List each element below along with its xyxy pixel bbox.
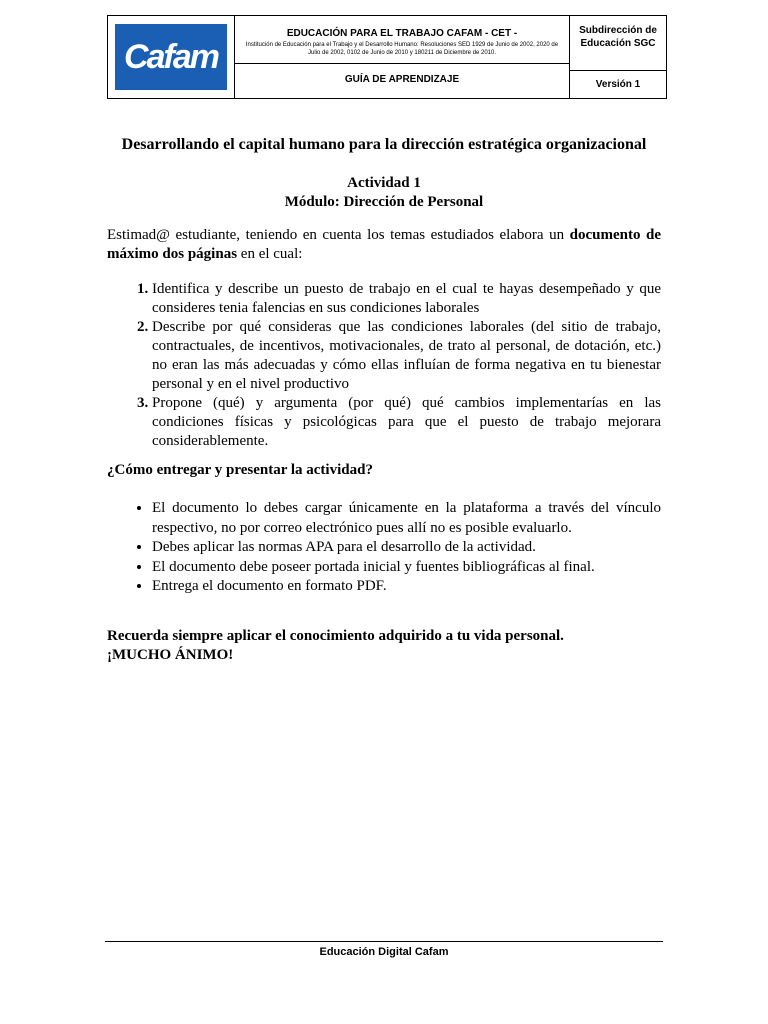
list-item: 3. Propone (qué) y argumenta (por qué) qué cambios implementarías en las condiciones físicas y psicológicas para que el puesto de trabajo mejorara considerablemente. <box>152 394 661 451</box>
institution-cell <box>235 16 570 98</box>
footer-divider <box>105 941 663 942</box>
institution-subtitle: Institución de Educación para el Trabajo y el Desarrollo Humano: Resoluciones SED 1929 de Junio de 2002, 2020 de Julio de 2002, 0102 de Junio de 2010 y 180211 de Diciembre de 2010. <box>245 42 559 56</box>
cafam-logo: Cafam <box>115 24 227 90</box>
list-item: • El documento lo debes cargar únicamente en la plataforma a través del vínculo respectivo, no por correo electrónico pues allí no es posible evaluarlo. <box>152 499 661 538</box>
institution-title: EDUCACIÓN PARA EL TRABAJO CAFAM - CET - <box>286 28 518 39</box>
intro-bold: documento de máximo dos páginas <box>107 227 661 262</box>
guide-label: GUÍA DE APRENDIZAJE <box>344 74 460 85</box>
activity-heading <box>0 174 768 212</box>
closing-message <box>107 627 564 665</box>
list-item: • Debes aplicar las normas APA para el desarrollo de la actividad. <box>152 538 661 558</box>
activity-number: Actividad 1 <box>347 175 421 191</box>
list-item: • Entrega el documento en formato PDF. <box>152 577 661 597</box>
subdirection-label: Subdirección de Educación SGC <box>570 16 666 71</box>
document-header <box>107 15 667 99</box>
task-list <box>107 280 661 451</box>
page-title: Desarrollando el capital humano para la dirección estratégica organizacional <box>121 136 647 153</box>
activity-module: Módulo: Dirección de Personal <box>284 194 484 210</box>
intro-end: en el cual: <box>237 246 303 262</box>
meta-cell <box>570 16 666 98</box>
closing-line-1: Recuerda siempre aplicar el conocimiento adquirido a tu vida personal. <box>107 628 564 644</box>
closing-line-2: ¡MUCHO ÁNIMO! <box>107 647 234 663</box>
list-item: • El documento debe poseer portada inicial y fuentes bibliográficas al final. <box>152 558 661 578</box>
intro-text: Estimad@ estudiante, teniendo en cuenta los temas estudiados elabora un <box>107 227 570 243</box>
list-item: 2. Describe por qué consideras que las condiciones laborales (del sitio de trabajo, contractuales, de incentivos, motivacionales, de trato al personal, de dotación, etc.) no eran las más adecuadas y cómo ellas influían de forma negativa en tu bienestar personal y en el nivel productivo <box>152 318 661 394</box>
section-heading: ¿Cómo entregar y presentar la actividad? <box>107 462 373 478</box>
intro-paragraph <box>107 226 661 264</box>
list-item: 1. Identifica y describe un puesto de trabajo en el cual te hayas desempeñado y que consideres tenia falencias en sus condiciones laborales <box>152 280 661 318</box>
footer-text: Educación Digital Cafam <box>319 946 449 958</box>
rules-list <box>107 499 661 597</box>
logo-cell <box>108 16 235 98</box>
institution-info <box>235 16 569 64</box>
version-label: Versión 1 <box>595 79 641 90</box>
